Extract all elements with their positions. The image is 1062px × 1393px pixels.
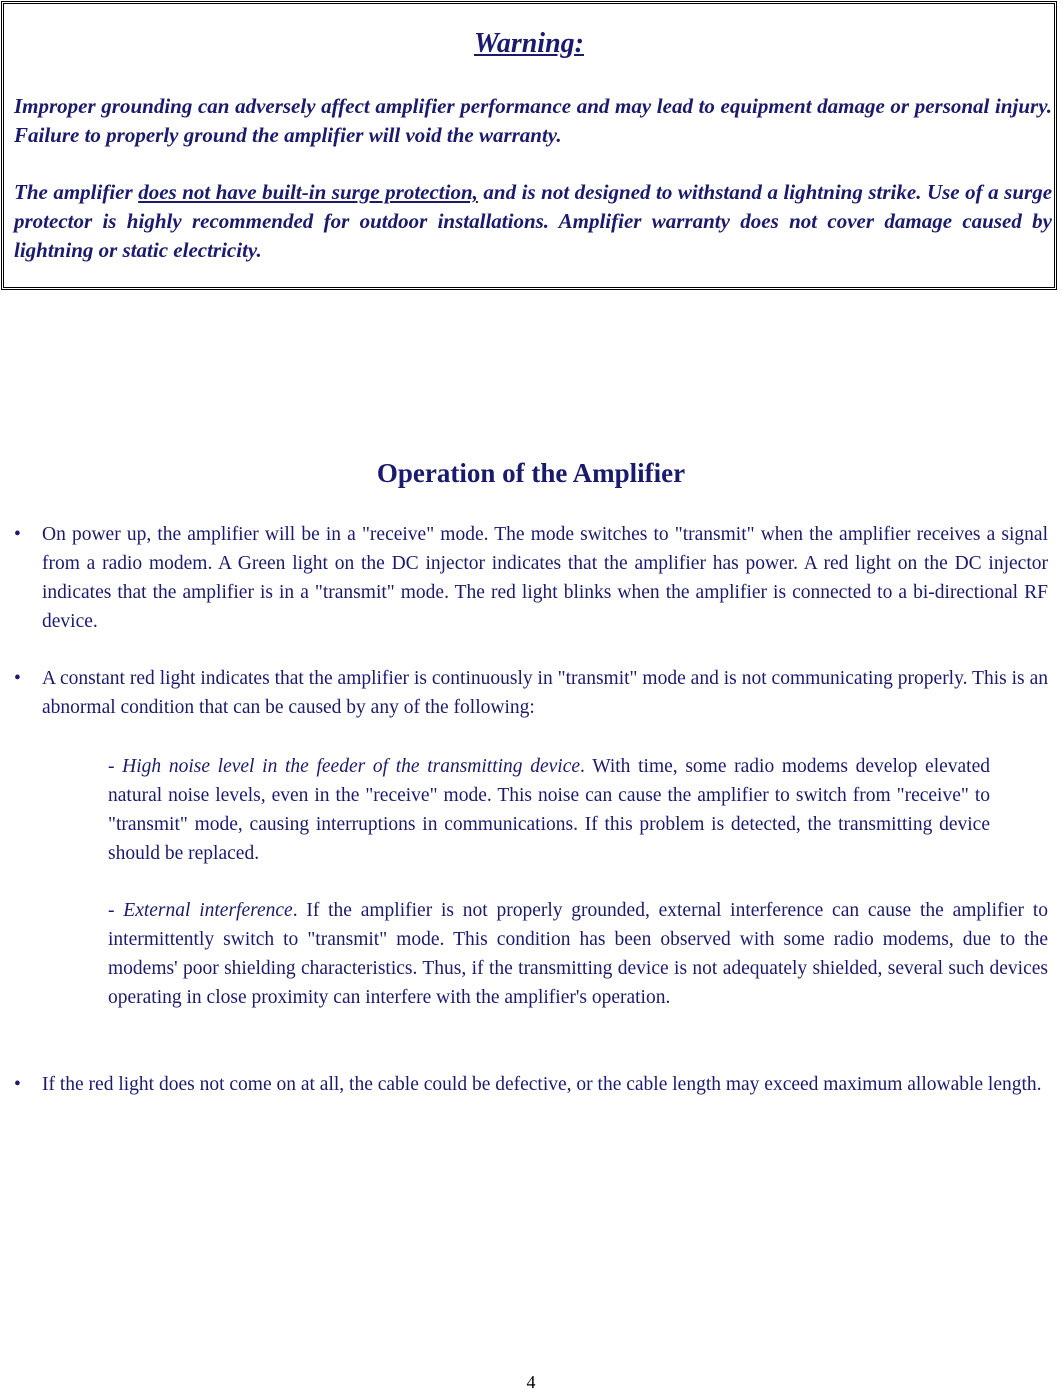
bullet-no-red-light-text: If the red light does not come on at all, the cable could be defective, or the cable length may exceed maximum allowable length. [42, 1074, 1042, 1095]
bullet-power-up-text: On power up, the amplifier will be in a "receive" mode. The mode switches to "transmit" when the amplifier receives a signal from a radio modem. A Green light on the DC injector indicates that the amplifier has power. A red light on the DC injector indicates that the amplifier is in a "transmit" mode. The red light blinks when the amplifier is connected to a bi-directional RF device. [42, 524, 1048, 632]
cause-high-noise-text: . With time, some radio modems develop elevated natural noise levels, even in the "receive" mode. This noise can cause the amplifier to switch from "receive" to "transmit" mode, causing interruptions in communications. If this problem is detected, the transmitting device should be replaced. [108, 756, 990, 864]
warning-surge-paragraph [14, 178, 1052, 265]
cause-high-noise-label: High noise level in the feeder of the transmitting device [122, 756, 581, 777]
cause-prefix: - [108, 756, 123, 777]
bullet-mark: • [14, 524, 21, 545]
cause-high-noise [108, 752, 990, 868]
warning-surge-end: and is not designed to withstand a lightning strike. Use of a surge protector is highly recommended for outdoor installations. Amplifier warranty does not cover damage caused by lightning or static electricity. [14, 180, 1053, 262]
warning-surge-emphasis: does not have built-in surge protection, [138, 180, 478, 204]
warning-box [1, 1, 1057, 290]
cause-external-interference-label: External interference [123, 900, 293, 921]
bullet-no-red-light [14, 1070, 1048, 1099]
bullet-constant-red-text: A constant red light indicates that the amplifier is continuously in "transmit" mode and is not communicating properly. This is an abnormal condition that can be caused by any of the following: [42, 668, 1048, 718]
warning-title: Warning: [474, 28, 584, 59]
bullet-mark: • [14, 668, 21, 689]
bullet-power-up [14, 520, 1048, 636]
warning-grounding-paragraph: Improper grounding can adversely affect amplifier performance and may lead to equipment damage or personal injury. Failure to properly ground the amplifier will void the warranty. [14, 94, 1052, 147]
section-title: Operation of the Amplifier [376, 458, 686, 488]
cause-prefix: - [108, 900, 124, 921]
bullet-constant-red [14, 664, 1048, 722]
cause-external-interference-text: . If the amplifier is not properly grounded, external interference can cause the amplifier to intermittently switch to "transmit" mode. This condition has been observed with some radio modems, due to the modems' poor shielding characteristics. Thus, if the transmitting device is not adequately shielded, several such devices operating in close proximity can interfere with the amplifier's operation. [108, 900, 1048, 1008]
cause-external-interference [108, 896, 1048, 1012]
page-number: 4 [526, 1372, 536, 1392]
bullet-mark: • [14, 1074, 21, 1095]
warning-surge-start: The amplifier [14, 180, 139, 204]
